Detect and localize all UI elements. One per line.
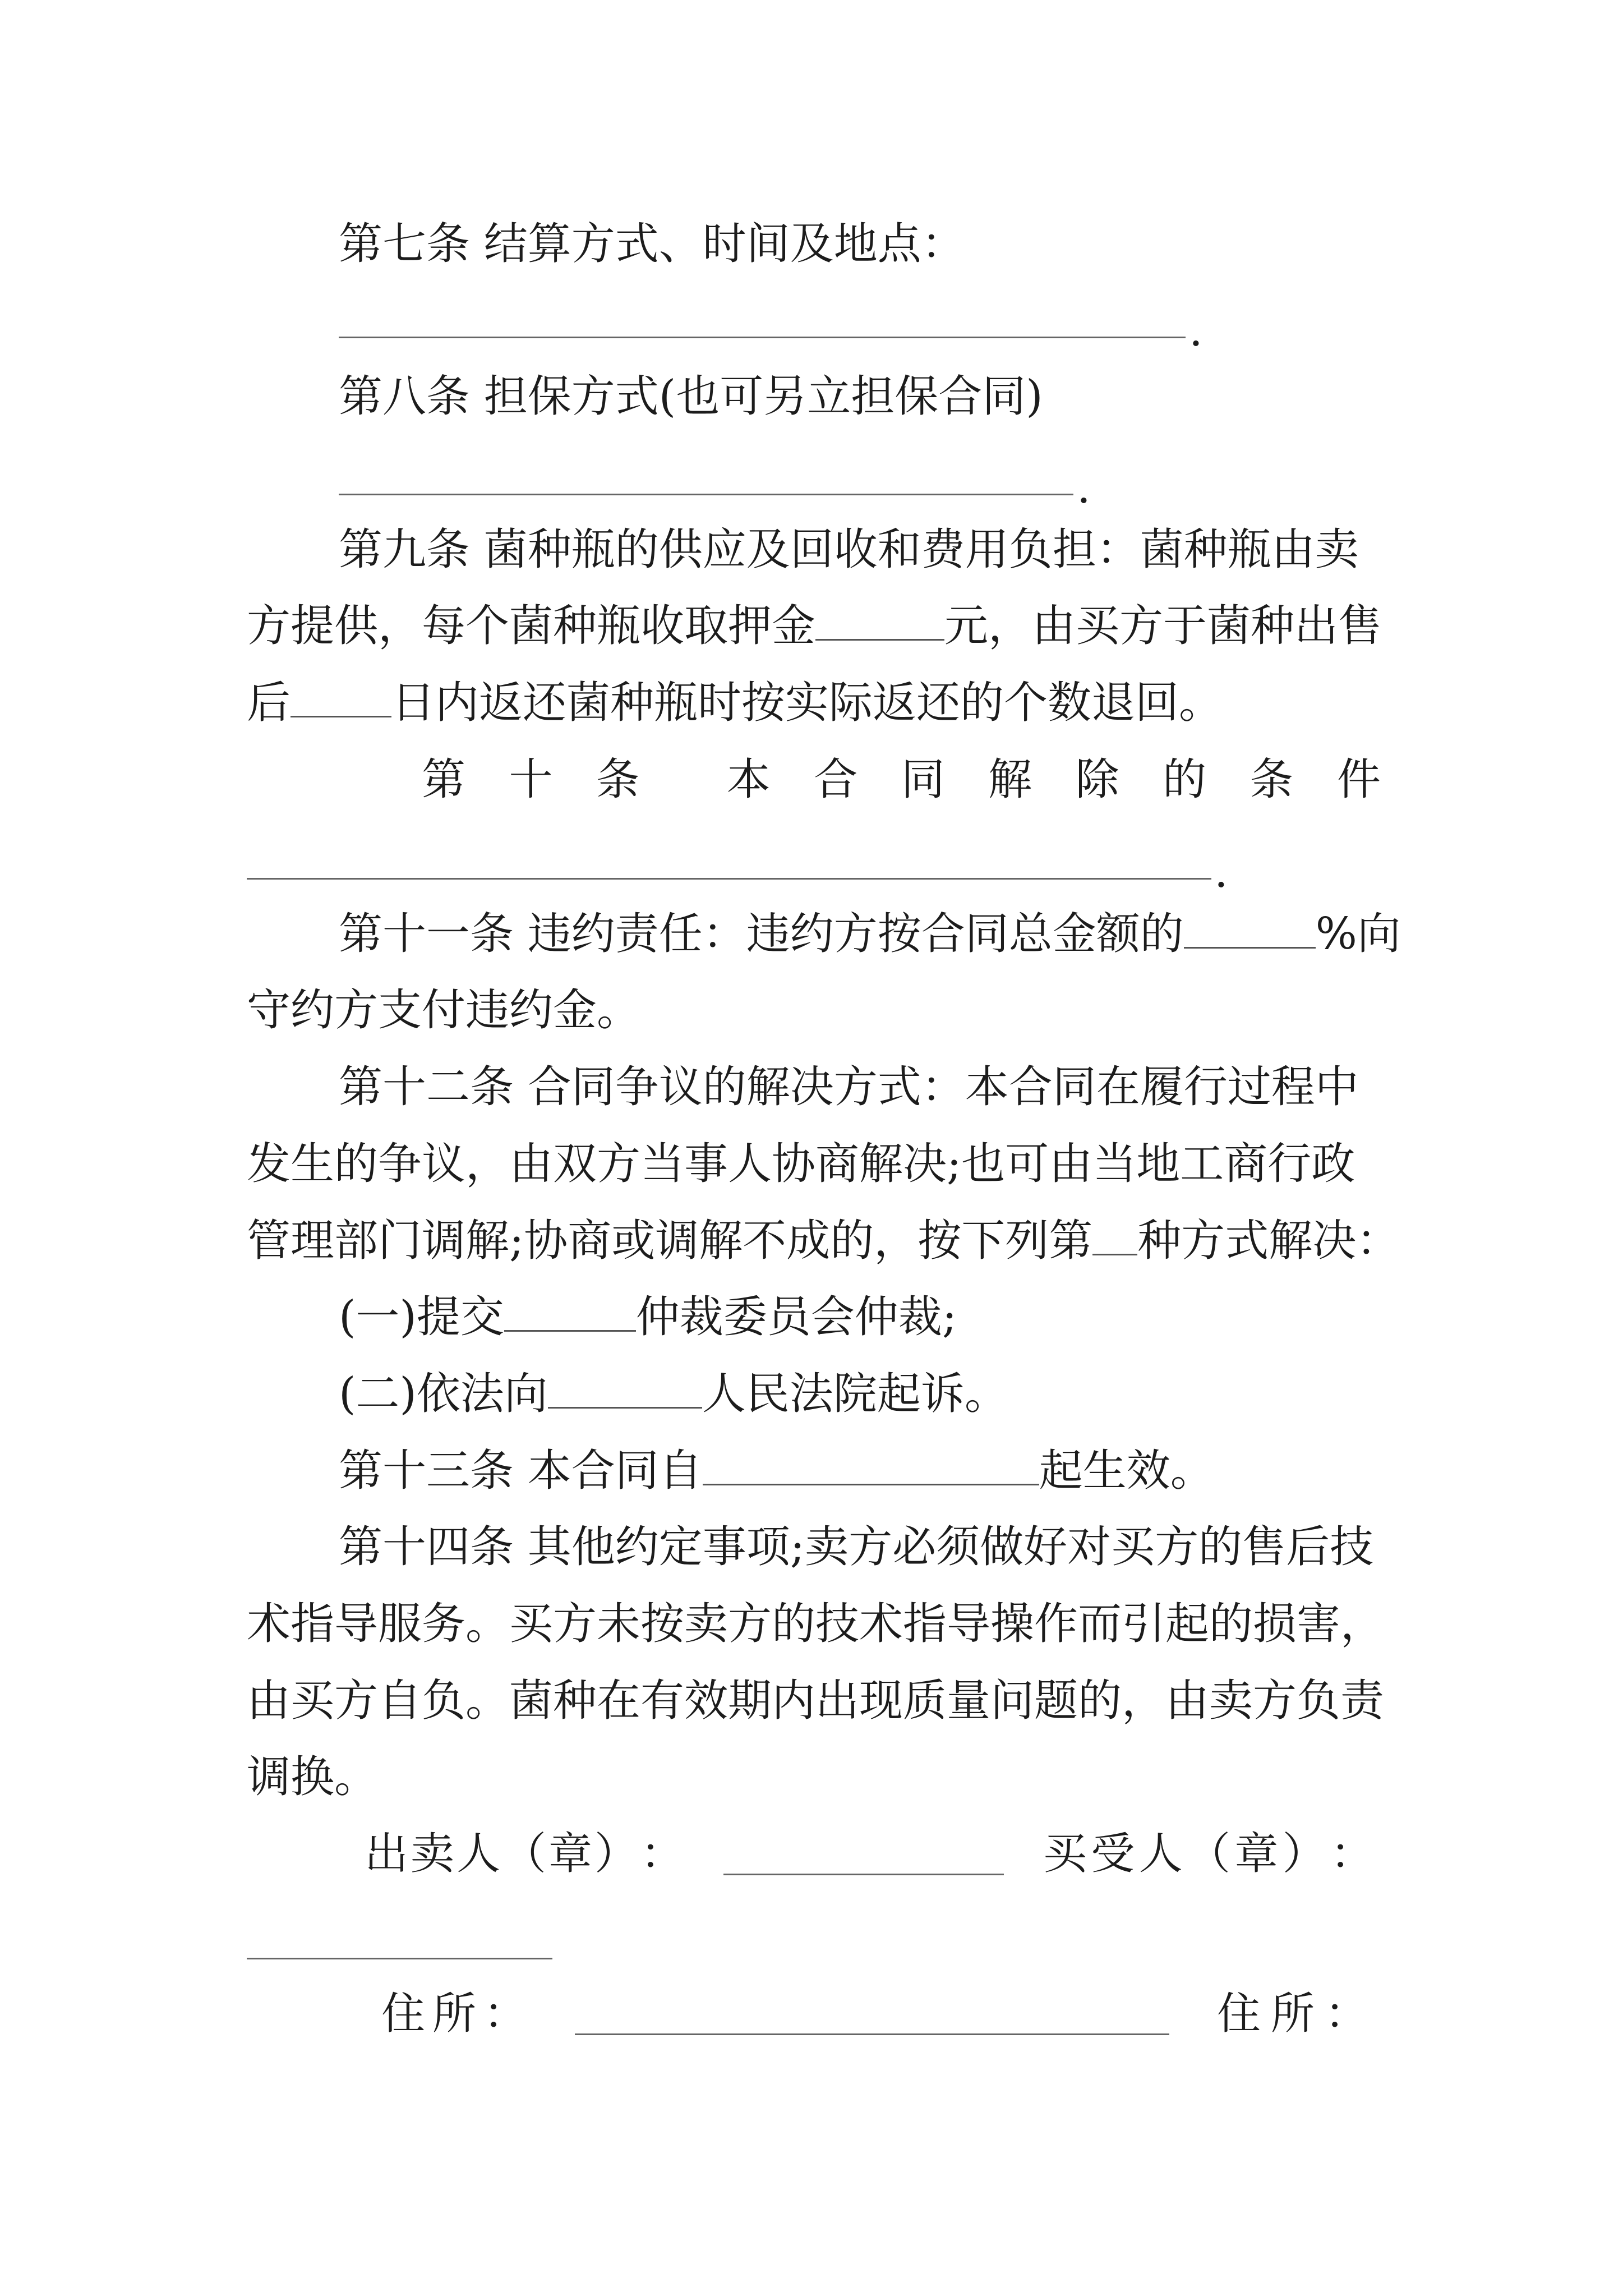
article-9-line-2 xyxy=(247,598,1380,654)
article-13 xyxy=(339,1443,1382,1499)
article-10-char: 解 xyxy=(988,754,1032,805)
option-1-start: (一)提交 xyxy=(339,1292,504,1342)
buyer-label-char: ） xyxy=(1282,1829,1326,1879)
seller-label-char: 章 xyxy=(548,1829,592,1879)
article-10-char: 条 xyxy=(596,754,640,805)
seller-label-char: 卖 xyxy=(410,1829,454,1879)
seller-label-char: 出 xyxy=(365,1829,409,1879)
article-12-line-1: 第十二条 合同争议的解决方式：本合同在履行过程中 xyxy=(339,1062,1359,1112)
buyer-label-char: 买 xyxy=(1043,1829,1087,1879)
article-10-char: 除 xyxy=(1075,754,1119,805)
buyer-label-char: 章 xyxy=(1234,1829,1279,1879)
article-13-start: 第十三条 本合同自 xyxy=(339,1446,703,1496)
arbitration-commission-blank xyxy=(504,1291,636,1332)
article-9-line-3 xyxy=(247,675,1380,731)
article-12-option-1 xyxy=(339,1289,1382,1345)
address-label-char: ： xyxy=(483,1989,527,2039)
buyer-label-char: （ xyxy=(1186,1829,1230,1879)
article-10-char: 合 xyxy=(814,754,858,805)
seller-address-blank xyxy=(575,2033,1169,2035)
return-days-blank xyxy=(291,677,391,717)
article-8-heading: 第八条 担保方式(也可另立担保合同) xyxy=(339,371,1043,422)
article-10-char: 的 xyxy=(1163,754,1207,805)
article-10-blank-line xyxy=(247,878,1211,880)
seller-label-char: ） xyxy=(594,1829,638,1879)
option-2-end: 人民法院起诉。 xyxy=(702,1369,1008,1419)
option-2-start: (二)依法向 xyxy=(339,1369,548,1419)
article-12-line-3 xyxy=(247,1213,1400,1269)
effective-date-blank xyxy=(703,1444,1039,1485)
deposit-amount-blank xyxy=(815,600,944,641)
seller-seal-label xyxy=(365,1826,684,1882)
court-name-blank xyxy=(548,1368,702,1409)
seller-label-char: ： xyxy=(640,1829,684,1879)
article-8-blank-line xyxy=(339,494,1073,495)
article-10-char: 本 xyxy=(726,754,771,805)
article-10-period: . xyxy=(1214,847,1228,898)
buyer-label-char: ： xyxy=(1330,1829,1374,1879)
article-9-line-2-start: 方提供，每个菌种瓶收取押金 xyxy=(247,601,816,651)
article-9-line-3-end: 日内返还菌种瓶时按实际返还的个数退回。 xyxy=(391,678,1223,728)
seller-address-label xyxy=(381,1986,527,2042)
article-12-line-3-start: 管理部门调解;协商或调解不成的，按下列第 xyxy=(247,1216,1093,1266)
article-7-heading: 第七条 结算方式、时间及地点： xyxy=(339,219,965,269)
buyer-label-char: 受 xyxy=(1091,1829,1135,1879)
penalty-percent-blank xyxy=(1184,908,1316,949)
buyer-label-char: 人 xyxy=(1138,1829,1183,1879)
buyer-seal-blank xyxy=(247,1958,552,1959)
buyer-address-label xyxy=(1217,1986,1368,2042)
buyer-seal-label xyxy=(1043,1826,1374,1882)
option-1-end: 仲裁委员会仲裁; xyxy=(635,1292,957,1342)
article-12-line-2: 发生的争议，由双方当事人协商解决;也可由当地工商行政 xyxy=(247,1139,1355,1189)
article-11-line-1-start: 第十一条 违约责任：违约方按合同总金额的 xyxy=(339,909,1184,959)
article-10-char: 十 xyxy=(509,754,553,805)
address-label-char: 住 xyxy=(1217,1989,1261,2039)
seller-seal-blank xyxy=(723,1874,1004,1875)
dispute-method-blank xyxy=(1092,1214,1137,1255)
article-13-end: 起生效。 xyxy=(1039,1446,1214,1496)
address-label-char: 所 xyxy=(432,1989,476,2039)
article-10-char: 条 xyxy=(1249,754,1294,805)
address-label-char: 住 xyxy=(381,1989,426,2039)
seller-label-char: （ xyxy=(502,1829,546,1879)
article-12-option-2 xyxy=(339,1366,1382,1422)
address-label-char: 所 xyxy=(1270,1989,1315,2039)
article-11-line-2: 守约方支付违约金。 xyxy=(247,985,641,1036)
article-14-line-1: 第十四条 其他约定事项;卖方必须做好对买方的售后技 xyxy=(339,1522,1374,1572)
article-7-period: . xyxy=(1189,306,1203,356)
article-14-line-4: 调换。 xyxy=(247,1752,379,1802)
article-8-period: . xyxy=(1077,463,1091,513)
article-10-heading xyxy=(422,752,1381,808)
address-label-char: ： xyxy=(1324,1989,1368,2039)
article-14-line-3: 由买方自负。菌种在有效期内出现质量问题的，由卖方负责 xyxy=(247,1676,1385,1726)
article-10-char: 件 xyxy=(1336,754,1381,805)
article-9-line-1: 第九条 菌种瓶的供应及回收和费用负担：菌种瓶由卖 xyxy=(339,524,1359,575)
article-9-line-2-end: 元，由买方于菌种出售 xyxy=(944,601,1382,651)
article-10-char: 第 xyxy=(422,754,466,805)
seller-label-char: 人 xyxy=(456,1829,500,1879)
article-7-blank-line xyxy=(339,337,1186,338)
article-10-char: 同 xyxy=(901,754,945,805)
article-11-line-1-end: %向 xyxy=(1315,909,1401,959)
article-12-line-3-end: 种方式解决： xyxy=(1137,1216,1400,1266)
article-11-line-1 xyxy=(339,906,1401,962)
article-9-line-3-start: 后 xyxy=(247,678,291,728)
article-14-line-2: 术指导服务。买方未按卖方的技术指导操作而引起的损害， xyxy=(247,1599,1385,1649)
